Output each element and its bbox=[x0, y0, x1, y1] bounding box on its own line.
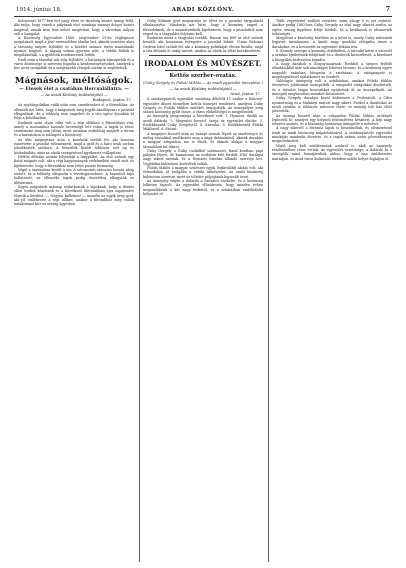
article-dateline: Arad, június 17. bbox=[230, 91, 261, 97]
page-header bbox=[14, 6, 392, 16]
paragraph: Az ünnepi beszéd után a színpadon Füleki Miklós arcképét leplezték le, amelyet egy helybeli festőművész készített. A kép nagy tetszést aratott, és a közönség hosszasan ünnepelte a művészt. bbox=[272, 113, 392, 127]
paragraph: Kolozsvárt 1877-ben lett nagy élete és dicsőség bezárt ünnep felől. Aki tudja, hogy ennek a pályának első munkája mennyi dolgot hozott magával, annak nem lesz nehéz megérteni, hogy a városban milyen volt a hangulat. bbox=[14, 19, 134, 36]
paragraph: Egyes mágnások másnap nyilatkoztak a lapoknak, hogy a döntés ellen tovább küzdenek és a következő ülésszakban újra napirendre tűzetik a kérdést. — Nagyon kellemes! — mondta az egyik öreg gróf, aki jól emlékezett a régi időkre, amikor a főrendiház még valódi hatalommal bírt az ország ügyeiben. bbox=[14, 185, 134, 207]
paragraph: Hétfőn délután azután folytatták a tárgyalást. Az első szónok egy fiatal mágnás volt, aki a régi hagyományok védelmében emelt szót, és kijelentette, hogy a főrendiház nem lehet puszta formaság. bbox=[14, 154, 134, 168]
paragraph: A Közönség Egyesülete 1886. szeptember 29-én véglegesen megalakult, majd a jövő esztendőben elnöke lett, akinek vezetése alatt a társaság szépen fejlődött és a közélet számos terén maradandó nyomot hagyott. A tagság száma gyorsan nőtt, a vidéki fiókok is megalakultak, s a gyűlések rendszeresek lettek. bbox=[14, 36, 134, 58]
paragraph: Ezekután ment a tárgyalás tovább. Három óra felé az első szónok beszélt, aki hosszasan fejtegette a javaslat hibáit. Utána Rohonci Gedeon báró szólalt fel, aki a kormány politikáját élesen bírálta, majd a vita délután öt óráig tartott, amikor az elnök az ülést berekesztette. bbox=[143, 36, 263, 54]
paragraph: Az ünnepély programmja a következő volt: 1. Hymnus, énekli az aradi dalárda. 2. Megnyitó beszéd, tartja az egyesület elnöke. 3. Emlékbeszéd Csiky Gergelyről. 4. Szavalat. 5. Emlékbeszéd Füleki Miklósról. 6. Szózat. bbox=[143, 114, 263, 132]
column-3 bbox=[272, 19, 392, 562]
paragraph: Megjelent a közönség körében az a kötet is, amely Csiky műveinek legjavát tartalmazza. A kiadó nagy gonddal válogatta össze a darabokat, és a bevezetőt az egyesület titkára írta. bbox=[272, 36, 392, 49]
paragraph: Ezek után a társulat sok évig fejlődött, a hatóságok támogatták és a város közönsége is szívesen fogadta a kezdeményezéseket, amelyek a köz javát szolgálták és a szegényebb rétegek sorsán is enyhítettek. bbox=[14, 57, 134, 71]
paragraph: Több vegyülettel szállott vesztére, mint ahogy ő is ezt sejtette. Amikor pedig 1881-ben Csiky Gergely az első nagy sikerét aratta, az egész ország figyelme feléje fordult, és a kritikusok is elismerték tehetségét. bbox=[272, 19, 392, 36]
section-rule bbox=[36, 73, 112, 74]
paragraph: A megnyitó beszéd után az ünnepi szónok lépett az emelvényre és meleg szavakkal emlékezett meg a nagy drámaíróról, akinek darabjai a magyar színpadon ma is élnek, és akinek alakjai a magyar társadalom hű tükrei. bbox=[143, 131, 263, 149]
article-subtitle: — Élesek élet a csatában Hercsalállatra. — bbox=[19, 86, 129, 92]
paragraph: Ezeknek szint olyan ritka volt a régi időkben a főrendiházi vita, amely a mostanihoz hasonló hevességű lett volna. A tagok jó része rendszerint meg sem jelent, most azonban zsúfolásig megtelt a terem és a karzatokon is tolongott a közönség. bbox=[14, 120, 134, 138]
article-dateline: Budapest, június 17. bbox=[92, 97, 132, 103]
header-rule bbox=[14, 16, 392, 17]
paragraph: Az ünnepély végén a dalárda a Szózatot énekelte, és a közönség lelkesen tapsolt. Az egyesület elhatározta, hogy minden évben megemlékezik a két nagy férfiúról, és a színházban emléktáblát helyeztet el. bbox=[143, 178, 263, 196]
paragraph: Csiky Gergely darabjai közül különösen a Proletárok, a Cifra nyomorúság és a Mukányi aratott nagy sikert. Ezeket a darabokat az aradi színház is többször műsorra tűzte, és mindig telt ház előtt játszották. bbox=[272, 96, 392, 114]
article-title: Mágnások, méltóságok. bbox=[14, 75, 134, 86]
paragraph: A színházpártoló egyesület vasárnap délelőtt 11 órakor a Kölcsey-egyesület díszes termében kettős ünnepet rendezett, amelyen Csiky Gergely és Füleki Miklós emlékét ünnepelték. Az ünnepélyre szép számú közönség gyűlt össze, a város előkelőségei is megjelentek. bbox=[143, 97, 263, 115]
newspaper-name: ARADI KÖZLÖNY. bbox=[171, 7, 235, 13]
issue-date: 1914. június 18. bbox=[16, 7, 62, 13]
column-divider bbox=[139, 19, 140, 562]
paragraph: Végül meg kell emlékeznünk azokról is, akik az ünnepély rendezésében részt vettek. Az egyesület vezetősége, a dalárda és a szereplők mind hozzájárultak ahhoz, hogy a nap emlékezetes maradjon, és Arad város kulturális életében méltó helyet foglaljon el. bbox=[272, 143, 392, 161]
paragraph: A nagy darabok a Közjogtanárnak. Ezekből a szépen fejlődő előadásokból már sok tanulságot lehetett levonni, és a közönség egyre nagyobb számban látogatta a színházat. A színigazgató is megelégedéssel nyilatkozott az évadról. bbox=[272, 61, 392, 79]
page-number: 7 bbox=[385, 6, 390, 13]
article-lead: (Csiky Gergely és Füleki Miklós — Az aradi egyesület ünneplése.) bbox=[143, 80, 263, 85]
column-divider bbox=[268, 19, 269, 562]
paragraph: Végül a szavazásra került a sor. A névszerinti szavazás hosszú ideig tartott, és a többség elfogadta a törvényjavaslatot. A karzatról taps hallatszott, az ellenzéki tagok pedig tüntetőleg elhagyták az üléstermet. bbox=[14, 167, 134, 185]
paragraph: Az egyházpolitikai viták után sem csendesedett el a főrendiház. Az ellenzék azt hitte, hogy a mágnások meg fogják akadályozni a javaslat elfogadását, de a többség nem engedett és a vita egész éjszakán át folyt a felsőházban. bbox=[14, 103, 134, 121]
paragraph: Valóságos ünnepség volt a színházban, amikor Füleki Miklós ötvenéves jubileumát ünnepelték. A színpadot virágokkal díszítették, és a társulat tagjai koszorúkat nyújtottak át az ünnepeltnek. Az ünnepelt meghatottan mondott köszönetet. bbox=[272, 79, 392, 97]
paragraph: Füleki Miklós a magyar színészet egyik legkiválóbb alakja volt, aki évtizedeken át szolgálta a vidéki színészetet. Az aradi közönség különösen szerette, mert itt töltötte pályájának legszebb éveit. bbox=[143, 166, 263, 179]
column-1 bbox=[14, 19, 134, 562]
paragraph: 8. Komoly szerepe a kormány érdekében. A társulat kérte a várostól a színház épületének felújítását és a díszletek kicserélését. A kérelmet a közgyűlés kedvezően fogadta. bbox=[272, 49, 392, 62]
paragraph: Csiky Kálmán gróf megnyitója az ülést és a javaslat tárgyalását elhalasztotta. Mindenki azt hitte, hogy a kormány enged a főrendeknek, de a miniszterelnök kijelentette, hogy a javaslatból nem enged és a tárgyalást folytatni kell. bbox=[143, 19, 263, 36]
section-title: IRODALOM ÉS MŰVÉSZET. bbox=[144, 59, 262, 69]
paragraph: Az ülés megnyitása után a korelnök szólalt fel, aki hosszan ismertette a javaslat előzményeit, majd a gróf és a báró urak sorban jelentkeztek szólásra. A beszédek között többször volt zaj és közbekiáltás, amit az elnök csengetéssel igyekezett csillapítani. bbox=[14, 137, 134, 155]
article-byline: — Az aradi Közlöny tudósítójától — bbox=[40, 91, 108, 97]
paragraph: A nagy sikerről a fővárosi lapok is beszámoltak, és elismeréssel írtak az aradi közönség műpártolásáról. A színházpártoló egyesület munkáját mindenki dicsérte, és a tagok száma azóta jelentékenyen megnövekedett. bbox=[272, 126, 392, 144]
newspaper-page bbox=[14, 6, 392, 562]
section-rule bbox=[149, 55, 257, 56]
column-2 bbox=[143, 19, 263, 562]
article-title: Kettős szerber-ovatás. bbox=[169, 73, 237, 80]
article-byline: — Az aradi Közlöny tudósítójától — bbox=[169, 85, 237, 91]
section-rule bbox=[165, 70, 241, 71]
paragraph: Csiky Gergely a Csiky családból származott, fiatal korában papi pályára lépett, de hamarosan az irodalom felé fordult. Első darabjai nagy sikert arattak, és a Nemzeti Színház állandó szerzője lett. Vígjátékai különösen kedveltek voltak. bbox=[143, 148, 263, 166]
